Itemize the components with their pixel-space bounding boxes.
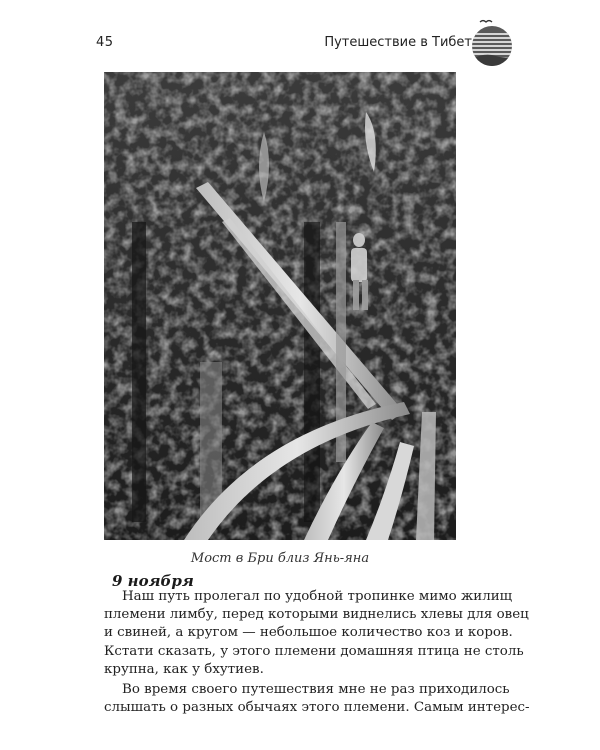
text-line: племени лимбу, перед которыми виднелись хлевы для овец <box>104 607 529 623</box>
entry-date-heading: 9 ноября <box>112 572 194 590</box>
text-line: слышать о разных обычаях этого племени. Самым интерес- <box>104 700 530 716</box>
sun-and-bird-icon <box>466 16 518 68</box>
bamboo-bridge-photo <box>104 72 456 540</box>
text-line: и свиней, а кругом — небольшое количество коз и коров. <box>104 625 513 641</box>
text-line: крупна, как у бхутиев. <box>104 661 264 677</box>
text-line: Кстати сказать, у этого племени домашняя птица не столь <box>104 643 524 659</box>
figure-caption: Мост в Бри близ Янь-яна <box>190 551 370 566</box>
page-number: 45 <box>96 35 114 50</box>
text-line: Наш путь пролегал по удобной тропинке мимо жилищ <box>122 589 513 604</box>
running-title: Путешествие в Тибет <box>324 35 472 50</box>
text-line: Во время своего путешествия мне не раз приходилось <box>122 682 510 698</box>
body-text <box>104 588 530 717</box>
